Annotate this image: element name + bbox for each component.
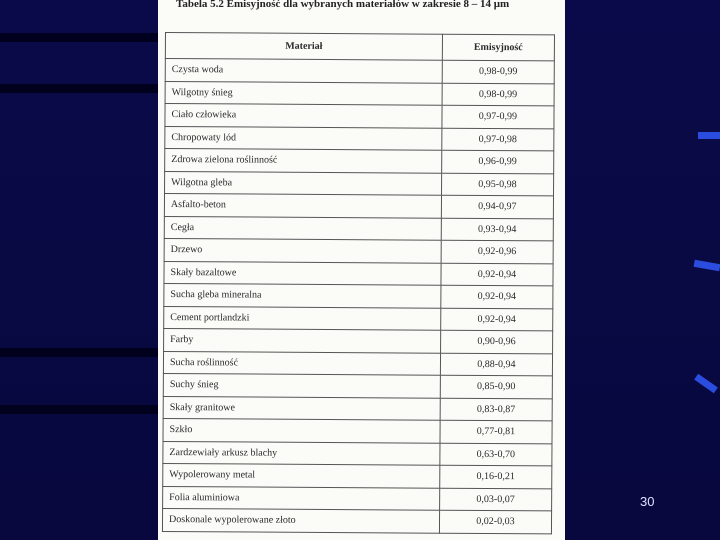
emissivity-cell: 0,03-0,07: [439, 488, 551, 511]
table-row: [165, 149, 554, 174]
emissivity-cell: 0,93-0,94: [441, 218, 553, 241]
table-row: [163, 418, 552, 443]
emissivity-cell: 0,77-0,81: [440, 420, 552, 443]
material-cell: Szkło: [163, 418, 440, 442]
material-cell: Wilgotna gleba: [165, 171, 442, 195]
material-cell: Sucha roślinność: [163, 351, 440, 375]
table-header-row: [165, 33, 554, 61]
material-cell: Chropowaty lód: [165, 126, 442, 150]
table-row: [164, 306, 553, 331]
emissivity-cell: 0,92-0,94: [441, 263, 553, 286]
material-cell: Asfalto-beton: [164, 194, 441, 218]
table-body: [162, 59, 554, 534]
emissivity-cell: 0,85-0,90: [440, 375, 552, 398]
emissivity-cell: 0,97-0,99: [442, 105, 554, 128]
background-band: [0, 33, 158, 42]
material-cell: Ciało człowieka: [165, 104, 442, 128]
material-cell: Zardzewiały arkusz blachy: [163, 441, 440, 465]
emissivity-cell: 0,98-0,99: [442, 60, 554, 83]
table-row: [165, 81, 554, 106]
table-row: [163, 463, 552, 488]
table-row: [164, 238, 553, 263]
background-band: [0, 84, 158, 93]
table-row: [163, 373, 552, 398]
material-cell: Wilgotny śnieg: [165, 81, 442, 105]
decorative-stripe: [694, 260, 720, 271]
material-cell: Sucha gleba mineralna: [164, 283, 441, 307]
emissivity-cell: 0,63-0,70: [440, 443, 552, 466]
emissivity-cell: 0,83-0,87: [440, 398, 552, 421]
page-number: 30: [640, 494, 655, 509]
emissivity-cell: 0,97-0,98: [442, 128, 554, 151]
emissivity-cell: 0,92-0,94: [441, 285, 553, 308]
table-row: [163, 486, 552, 511]
material-cell: Czysta woda: [165, 59, 442, 83]
table-row: [165, 126, 554, 151]
table-row: [164, 283, 553, 308]
table-row: [165, 171, 554, 196]
table-row: [165, 104, 554, 129]
emissivity-cell: 0,98-0,99: [442, 83, 554, 106]
material-cell: Suchy śnieg: [163, 373, 440, 397]
background-band: [0, 405, 158, 414]
table-row: [165, 59, 554, 84]
table-row: [164, 261, 553, 286]
material-cell: Wypolerowany metal: [163, 463, 440, 487]
emissivity-cell: 0,92-0,94: [440, 308, 552, 331]
emissivity-cell: 0,90-0,96: [440, 330, 552, 353]
material-cell: Drzewo: [164, 238, 441, 262]
table-row: [163, 351, 552, 376]
material-cell: Doskonale wypolerowane złoto: [162, 508, 439, 532]
material-cell: Cement portlandzki: [164, 306, 441, 330]
material-cell: Skały granitowe: [163, 396, 440, 420]
background-band: [0, 348, 158, 357]
header-material: Materiał: [165, 33, 442, 61]
table-row: [164, 194, 553, 219]
scanned-table-image: [158, 0, 565, 540]
material-cell: Skały bazaltowe: [164, 261, 441, 285]
emissivity-table: [162, 32, 555, 534]
table-title: Tabela 5.2 Emisyjność dla wybranych materiałów w zakresie 8 – 14 μm: [176, 0, 510, 10]
emissivity-cell: 0,94-0,97: [441, 195, 553, 218]
material-cell: Zdrowa zielona roślinność: [165, 149, 442, 173]
emissivity-cell: 0,16-0,21: [440, 465, 552, 488]
emissivity-cell: 0,02-0,03: [439, 510, 551, 533]
table-row: [163, 396, 552, 421]
material-cell: Cegła: [164, 216, 441, 240]
decorative-stripe: [694, 374, 718, 393]
table-row: [164, 328, 553, 353]
decorative-stripe: [698, 132, 720, 139]
table-row: [162, 508, 551, 533]
material-cell: Folia aluminiowa: [163, 486, 440, 510]
table-row: [163, 441, 552, 466]
material-cell: Farby: [164, 328, 441, 352]
emissivity-cell: 0,92-0,96: [441, 240, 553, 263]
table-row: [164, 216, 553, 241]
emissivity-cell: 0,95-0,98: [441, 173, 553, 196]
header-emissivity: Emisyjność: [442, 34, 554, 61]
emissivity-cell: 0,96-0,99: [441, 150, 553, 173]
emissivity-cell: 0,88-0,94: [440, 353, 552, 376]
